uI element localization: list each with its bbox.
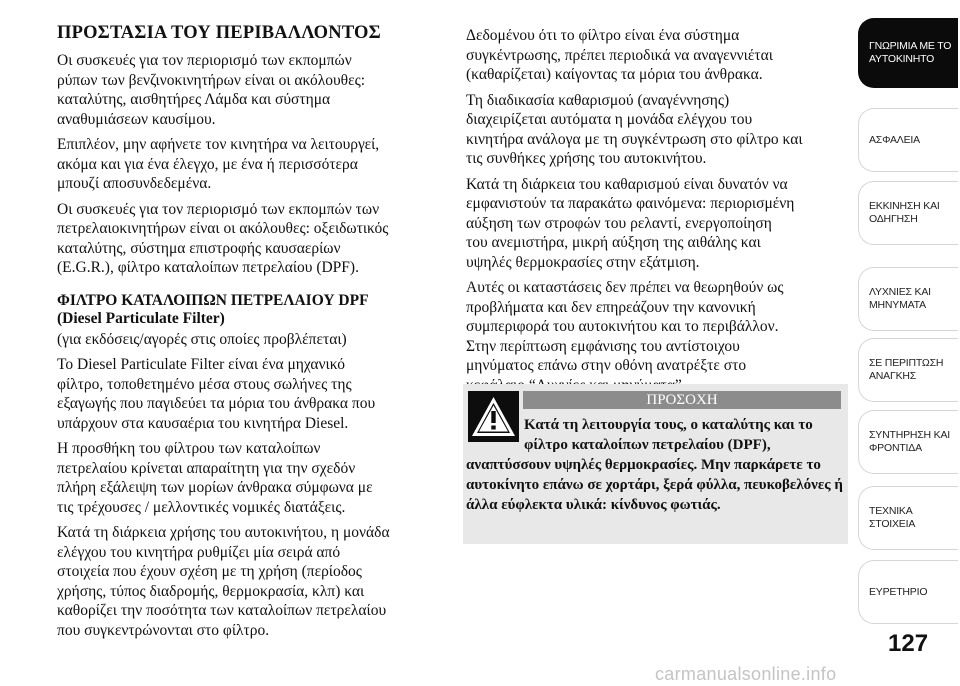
tab-label: ΛΥΧΝΙΕΣ ΚΑΙ ΜΗΝΥΜΑΤΑ <box>869 286 931 311</box>
paragraph: Κατά τη διάρκεια χρήσης του αυτοκινήτου, η μονάδα ελέγχου του κινητήρα ρυθμίζει μία σειρά από στοιχεία που έχουν σχέση με τη χρήση (περίοδος χρήσης, τύπος διαδρομής, θερμοκρασία, κλπ) και καθορίζει την ποσότητα των καταλοίπων πετρελαίου που συγκεντρώνονται στο φίλτρο. <box>57 524 390 639</box>
dpf-subtitle: ΦΙΛΤΡΟ ΚΑΤΑΛΟΙΠΩΝ ΠΕΤΡΕΛΑΙΟΥ DPF (Diesel Particulate Filter) <box>57 291 369 327</box>
tab-safety[interactable] <box>858 108 958 172</box>
paragraph: Η προσθήκη του φίλτρου των καταλοίπων πετρελαίου κρίνεται απαραίτητη για την σχεδόν πλήρη εξάλειψη των μορίων άνθρακα σύμφωνα με τις τρέχουσες / μελλοντικές νομικές διατάξεις. <box>57 440 373 516</box>
paragraph: Το Diesel Particulate Filter είναι ένα μηχανικό φίλτρο, τοποθετημένο μέσα στους σωλήνες της εξαγωγής που παγιδεύει τα μόρια του άνθρακα που υπάρχουν στα καυσαέρια του κινητήρα Diesel. <box>57 356 376 432</box>
watermark: carmanualsonline.info <box>655 664 837 684</box>
paragraph: Κατά τη διάρκεια του καθαρισμού είναι δυνατόν να εμφανιστούν τα παρακάτω φαινόμενα: περιορισμένη αύξηση των στροφών του ρελαντί, ενεργοποίηση του ανεμιστήρα, μικρή αύξηση της αιθάλης και υψηλές θερμοκρασίες στην εξάτμιση. <box>466 175 795 271</box>
paragraph: Οι συσκευές για τον περιορισμό των εκπομπών ρύπων των βενζινοκινητήρων είναι οι ακόλουθες: καταλύτης, αισθητήρες Λάμδα και σύστημα αναθυμιάσεων καυσίμου. <box>57 52 366 128</box>
tab-starting-driving[interactable] <box>858 181 958 245</box>
left-column <box>57 0 442 646</box>
tab-lights-messages[interactable] <box>858 267 958 331</box>
tab-label: ΓΝΩΡΙΜΙΑ ΜΕ ΤΟ ΑΥΤΟΚΙΝΗΤΟ <box>869 40 952 65</box>
availability-note: (για εκδόσεις/αγορές στις οποίες προβλέπεται) <box>57 330 347 348</box>
warning-text-block <box>466 415 844 515</box>
paragraph: Αυτές οι καταστάσεις δεν πρέπει να θεωρηθούν ως προβλήματα και δεν επηρεάζουν την κανονική συμπεριφορά του αυτοκινήτου και το περιβάλλον. Στην περίπτωση εμφάνισης του αντίστοιχου μηνύματος επάνω στην οθόνη ανατρέξτε στο <box>466 279 784 374</box>
page-number: 127 <box>888 630 929 657</box>
warning-box <box>463 384 848 544</box>
tab-maintenance[interactable] <box>858 410 958 474</box>
paragraph: Επιπλέον, μην αφήνετε τον κινητήρα να λειτουργεί, ακόμα και για ένα έλεγχο, με ένα ή περισσότερα μπουζί αποσυνδεδεμένα. <box>57 136 380 192</box>
tab-label: ΤΕΧΝΙΚΑ ΣΤΟΙΧΕΙΑ <box>869 505 916 530</box>
paragraph: Τη διαδικασία καθαρισμού (αναγέννησης) διαχειρίζεται αυτόματα η μονάδα ελέγχου του κινητήρα ανάλογα με τη συγκέντρωση στο φίλτρο και τις συνθήκες χρήσης του αυτοκινήτου. <box>466 91 803 167</box>
section-title: ΠΡΟΣΤΑΣΙΑ ΤΟΥ ΠΕΡΙΒΑΛΛΟΝΤΟΣ <box>57 23 381 43</box>
warning-header: ΠΡΟΣΟΧΗ <box>523 391 841 409</box>
tab-technical-data[interactable] <box>858 486 958 550</box>
tab-label: ΣΕ ΠΕΡΙΠΤΩΣΗ ΑΝΑΓΚΗΣ <box>869 357 944 382</box>
chapter-tabs <box>858 0 960 610</box>
tab-label: ΕΥΡΕΤΗΡΙΟ <box>869 585 928 598</box>
tab-label: ΣΥΝΤΗΡΗΣΗ ΚΑΙ ΦΡΟΝΤΙΔΑ <box>869 429 950 454</box>
tab-label: ΕΚΚΙΝΗΣΗ ΚΑΙ ΟΔΗΓΗΣΗ <box>869 200 940 225</box>
tab-vehicle-intro[interactable] <box>858 18 958 88</box>
right-column <box>466 0 848 401</box>
paragraph: Οι συσκευές για τον περιορισμό των εκπομπών των πετρελαιοκινητήρων είναι οι ακόλουθες: οξειδωτικός καταλύτης, σύστημα επιστροφής καυσαερίων (E.G.R.), φίλτρο καταλοίπων πετρελαίου (DPF). <box>57 200 389 276</box>
tab-emergency[interactable] <box>858 338 958 402</box>
paragraph: Δεδομένου ότι το φίλτρο είναι ένα σύστημα συγκέντρωσης, πρέπει περιοδικά να αναγεννιέται (καθαρίζεται) καίγοντας τα μόρια του άνθρακα. <box>466 27 773 83</box>
warning-text: Κατά τη λειτουργία τους, ο καταλύτης και το φίλτρο καταλοίπων πετρελαίου (DPF), αναπτύσσουν υψηλές θερμοκρασίες. Μην παρκάρετε το αυτοκίνητο επάνω σε χορτάρι, ξερά φύλλα, πευκοβελόνες ή άλλα εύφλεκτα υλικά: κίνδυνος φωτιάς. <box>466 417 843 513</box>
tab-label: ΑΣΦΑΛΕΙΑ <box>869 133 920 146</box>
tab-index[interactable] <box>858 560 958 624</box>
